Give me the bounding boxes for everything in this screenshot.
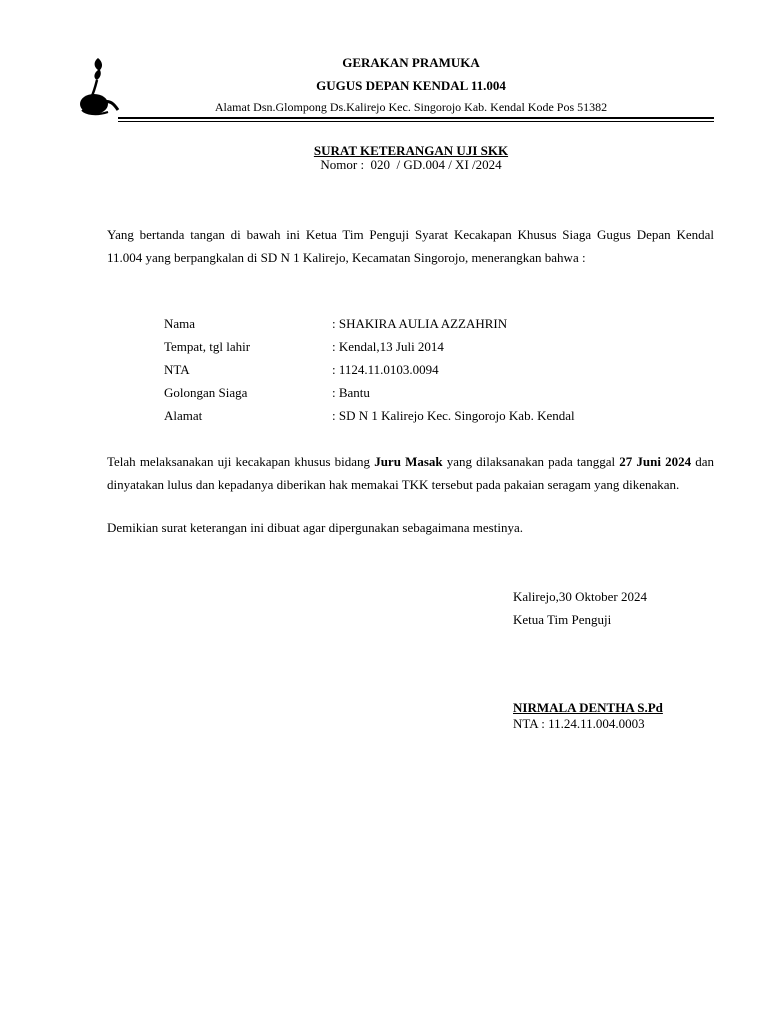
test-date: 27 Juni 2024	[619, 454, 692, 469]
document-number: Nomor : 020 / GD.004 / XI /2024	[320, 157, 502, 172]
field-label: Tempat, tgl lahir	[164, 339, 251, 354]
field-label: NTA	[164, 362, 190, 377]
field-value: : Kendal,13 Juli 2014	[332, 339, 444, 354]
statement-text: Telah melaksanakan uji kecakapan khusus bidang	[107, 454, 375, 469]
document-title: SURAT KETERANGAN UJI SKK	[313, 143, 509, 158]
signer-nta: NTA : 11.24.11.004.0003	[513, 716, 645, 731]
field-value: : SHAKIRA AULIA AZZAHRIN	[332, 316, 508, 331]
field-value: : 1124.11.0103.0094	[332, 362, 439, 377]
intro-paragraph: Yang bertanda tangan di bawah ini Ketua Tim Penguji Syarat Kecakapan Khusus Siaga Gugus Depan Kendal 11.004 yang berpangkalan di SD N 1 Kalirejo, Kecamatan Singorojo, menerangkan bahwa :	[107, 227, 714, 265]
signature-role: Ketua Tim Penguji	[513, 612, 612, 627]
statement-text: dan dinyatakan lulus dan kepadanya diberikan hak memakai TKK tersebut pada pakaian seragam yang dikenakan.	[107, 454, 714, 492]
statement-text: yang dilaksanakan pada tanggal	[442, 454, 620, 469]
field-label: Golongan Siaga	[164, 385, 248, 400]
field-label: Nama	[164, 316, 196, 331]
field-value: : Bantu	[332, 385, 370, 400]
skill-name: Juru Masak	[374, 454, 443, 469]
unit-name: GUGUS DEPAN KENDAL 11.004	[316, 78, 506, 93]
field-value: : SD N 1 Kalirejo Kec. Singorojo Kab. Kendal	[332, 408, 575, 423]
letterhead-address: Alamat Dsn.Glompong Ds.Kalirejo Kec. Singorojo Kab. Kendal Kode Pos 51382	[214, 100, 608, 114]
signer-name: NIRMALA DENTHA S.Pd	[513, 700, 663, 715]
organization-name: GERAKAN PRAMUKA	[342, 55, 480, 70]
statement-paragraph	[107, 450, 714, 496]
field-label: Alamat	[164, 408, 203, 423]
letterhead-divider-thin	[118, 121, 714, 122]
signature-place-date: Kalirejo,30 Oktober 2024	[513, 589, 647, 604]
closing-paragraph: Demikian surat keterangan ini dibuat agar dipergunakan sebagaimana mestinya.	[107, 520, 523, 535]
letterhead-divider-thick	[118, 117, 714, 119]
